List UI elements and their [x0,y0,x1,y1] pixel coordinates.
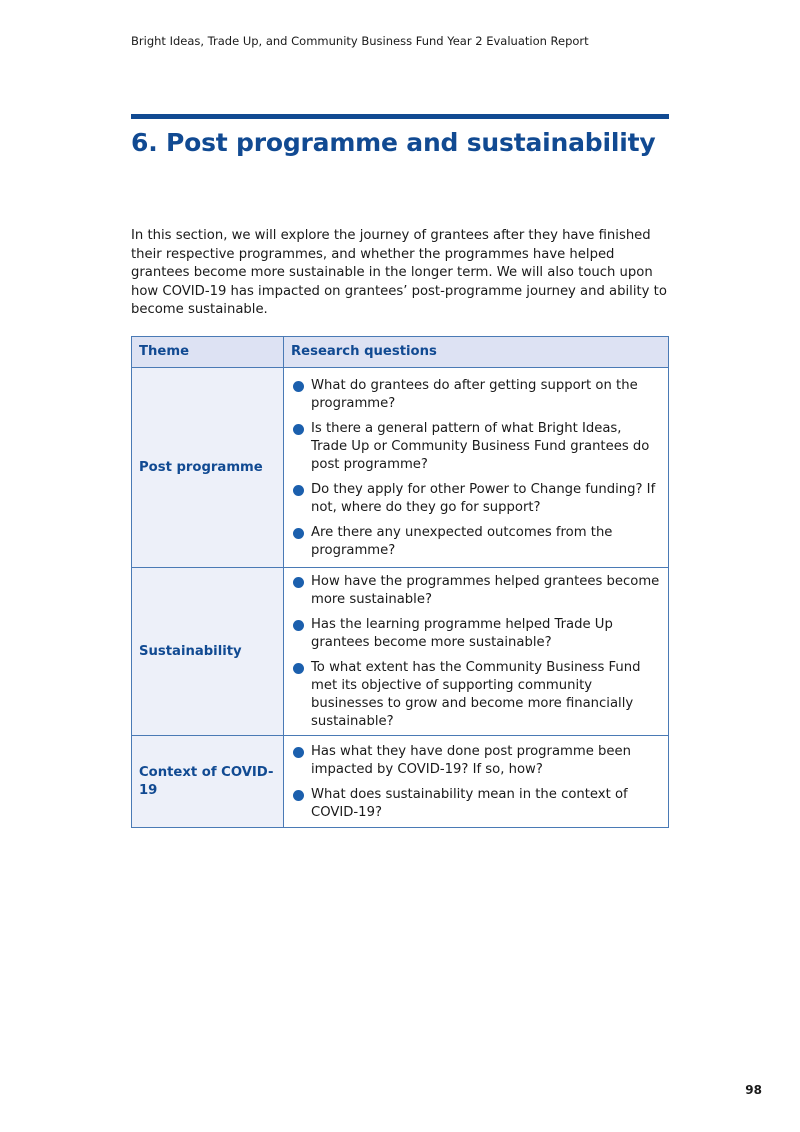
table-row [132,568,669,736]
column-header-research-questions: Research questions [284,337,669,368]
column-header-theme: Theme [132,337,284,368]
bullet-dot-icon [293,747,304,758]
list-item [292,659,660,731]
question-text: Has what they have done post programme been impacted by COVID-19? If so, how? [311,743,632,777]
intro-paragraph: In this section, we will explore the journey of grantees after they have finished their respective programmes, and whether the programmes have helped grantees become more sustainable in the longer term. We will also touch upon how COVID-19 has impacted on grantees’ post-programme journey and ability to become sustainable. [131,228,667,317]
theme-cell: Sustainability [132,568,284,736]
page-number: 98 [745,1083,762,1097]
question-text: How have the programmes helped grantees become more sustainable? [311,574,660,607]
bullet-dot-icon [293,620,304,631]
bullet-dot-icon [293,381,304,392]
questions-cell [284,568,669,736]
research-questions-table [131,336,669,828]
theme-cell: Post programme [132,368,284,568]
list-item [292,786,660,822]
theme-cell: Context of COVID-19 [132,736,284,828]
question-text: What do grantees do after getting support on the programme? [311,377,638,411]
question-list [292,743,660,822]
list-item [292,743,660,779]
table-row [132,736,669,828]
bullet-dot-icon [293,663,304,674]
table-header-row [132,337,669,368]
list-item [292,420,660,474]
list-item [292,573,660,609]
questions-cell [284,736,669,828]
questions-cell [284,368,669,568]
table-row [132,368,669,568]
question-text: To what extent has the Community Business Fund met its objective of supporting community businesses to grow and become more financially sustainable? [311,660,641,729]
question-text: Are there any unexpected outcomes from the programme? [311,524,613,558]
question-list [292,573,660,731]
question-text: Has the learning programme helped Trade Up grantees become more sustainable? [311,617,613,650]
running-header: Bright Ideas, Trade Up, and Community Business Fund Year 2 Evaluation Report [131,34,589,48]
question-text: Do they apply for other Power to Change funding? If not, where do they go for support? [311,481,656,515]
bullet-dot-icon [293,577,304,588]
question-text: Is there a general pattern of what Bright Ideas, Trade Up or Community Business Fund grantees do post programme? [311,420,650,472]
bullet-dot-icon [293,485,304,496]
question-list [292,377,660,560]
bullet-dot-icon [293,528,304,539]
bullet-dot-icon [293,790,304,801]
section-title: 6. Post programme and sustainability [131,128,656,157]
question-text: What does sustainability mean in the context of COVID-19? [311,786,628,820]
title-rule [131,114,669,119]
list-item [292,524,660,560]
list-item [292,481,660,517]
list-item [292,377,660,413]
list-item [292,616,660,652]
bullet-dot-icon [293,424,304,435]
